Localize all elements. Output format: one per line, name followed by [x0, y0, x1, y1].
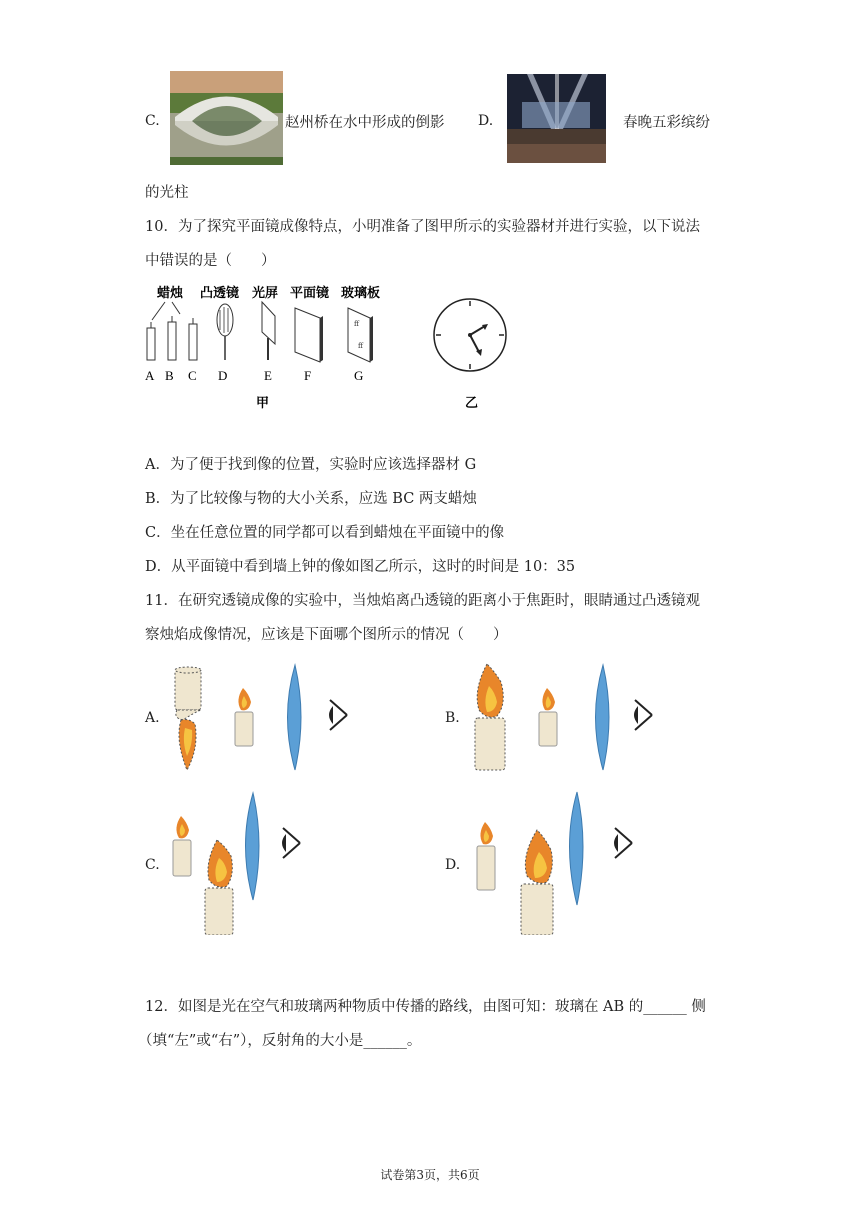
- q11-option-d-figure: [465, 790, 665, 935]
- eye-icon: [634, 700, 652, 730]
- q10-option-d: D．从平面镜中看到墙上钟的像如图乙所示，这时的时间是 10：35: [145, 559, 576, 575]
- label-plane-mirror: 平面镜: [290, 286, 330, 301]
- letter-g: G: [354, 368, 364, 383]
- eye-icon: [614, 828, 632, 858]
- q10-figure-yi-clock: [430, 295, 515, 415]
- candle-a: [147, 322, 155, 360]
- figure-jia-caption: 甲: [256, 396, 270, 411]
- q12-line2: （填“左”或“右”），反射角的大小是______。: [138, 1033, 422, 1049]
- plane-mirror-f: [295, 308, 323, 362]
- letter-d: D: [218, 368, 228, 383]
- q10-option-c: C．坐在任意位置的同学都可以看到蜡烛在平面镜中的像: [145, 525, 505, 541]
- letter-f: F: [304, 368, 312, 383]
- letter-b: B: [165, 368, 174, 383]
- q10-stem-line2: 中错误的是（ ）: [145, 253, 276, 269]
- q9-option-c-text: 赵州桥在水中形成的倒影: [285, 115, 445, 131]
- q11-stem-line1: 11．在研究透镜成像的实验中，当烛焰离凸透镜的距离小于焦距时，眼睛通过凸透镜观: [145, 593, 700, 609]
- page-footer: 试卷第3页，共6页: [380, 1168, 480, 1182]
- label-glass-plate: 玻璃板: [341, 286, 381, 301]
- svg-text:ff: ff: [354, 320, 359, 328]
- q11-option-b-label: B.: [445, 710, 460, 726]
- eye-icon: [282, 828, 300, 858]
- label-convex-lens: 凸透镜: [200, 286, 240, 301]
- letter-c: C: [188, 368, 197, 383]
- candle-c: [189, 318, 197, 360]
- glass-plate-g: [348, 308, 373, 362]
- svg-text:ff: ff: [358, 342, 363, 350]
- q10-stem-line1: 10．为了探究平面镜成像特点，小明准备了图甲所示的实验器材并进行实验，以下说法: [145, 219, 700, 235]
- letter-a: A: [145, 368, 155, 383]
- q11-option-d-label: D.: [445, 857, 461, 873]
- spring-festival-gala-photo: [507, 74, 606, 163]
- figure-yi-caption: 乙: [465, 396, 479, 411]
- zhaozhou-bridge-photo: [170, 71, 283, 165]
- q10-figure-jia: [140, 280, 400, 416]
- q11-option-b-figure: [465, 660, 665, 775]
- q9-option-d-label: D.: [478, 113, 494, 129]
- label-screen: 光屏: [252, 286, 279, 301]
- candle-b: [168, 316, 176, 360]
- q9-option-c-label: C.: [145, 113, 160, 129]
- q9-option-d-text-continued: 的光柱: [145, 185, 189, 201]
- q10-option-b: B．为了比较像与物的大小关系，应选 BC 两支蜡烛: [145, 491, 477, 507]
- q11-option-c-label: C.: [145, 857, 160, 873]
- q11-stem-line2: 察烛焰成像情况，应该是下面哪个图所示的情况（ ）: [145, 627, 508, 643]
- letter-e: E: [264, 368, 272, 383]
- q12-line1: 12．如图是光在空气和玻璃两种物质中传播的路线，由图可知：玻璃在 AB 的______ 侧: [145, 999, 706, 1015]
- convex-lens-d: [217, 304, 233, 360]
- label-candle: 蜡烛: [157, 286, 184, 301]
- eye-icon: [329, 700, 347, 730]
- q10-option-a: A．为了便于找到像的位置，实验时应该选择器材 G: [145, 457, 477, 473]
- q11-option-a-label: A.: [145, 710, 160, 726]
- q11-option-c-figure: [165, 790, 365, 935]
- q9-option-d-text: 春晚五彩缤纷: [623, 115, 710, 131]
- light-screen-e: [262, 302, 275, 360]
- q11-option-a-figure: [165, 660, 365, 775]
